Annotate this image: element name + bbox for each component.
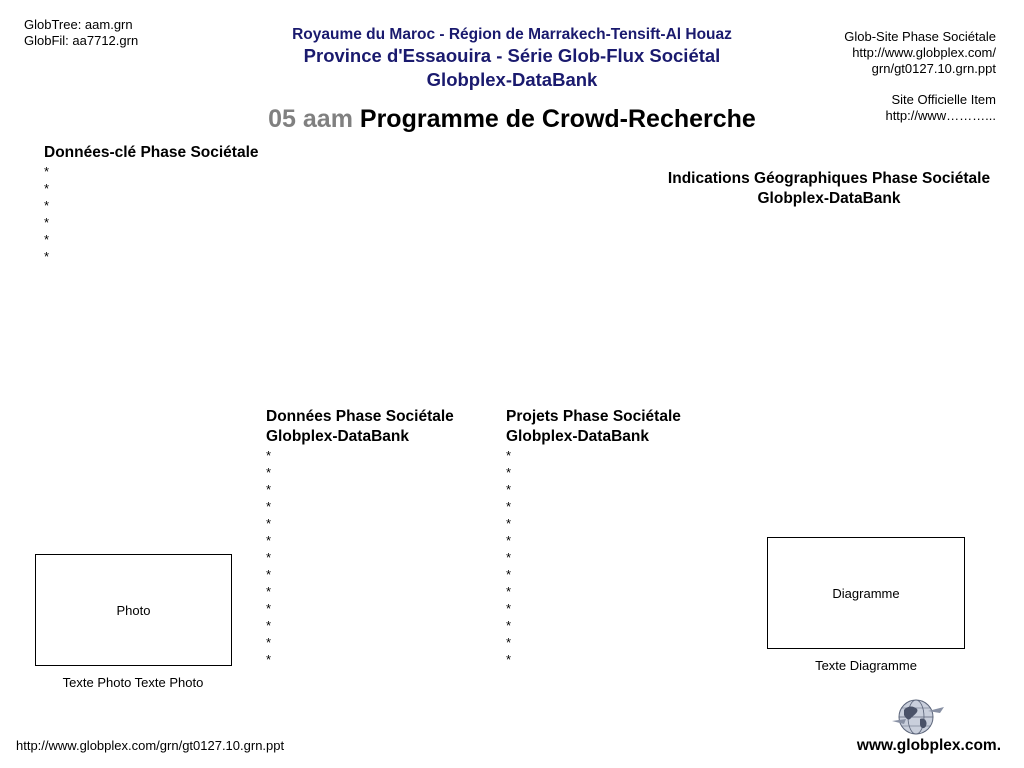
bullet-item: * [266,482,272,497]
bullet-item: * [44,249,50,264]
bullet-item: * [44,181,50,196]
geo-section [630,169,1024,209]
geo-heading: Indications Géographiques Phase Sociétale [667,170,991,187]
bullet-item: * [506,499,512,514]
projects-column [506,407,681,668]
diagram-caption: Texte Diagramme [815,658,917,673]
projects-column-heading: Projets Phase Sociétale [506,408,681,425]
diagram-placeholder [767,537,965,649]
projects-column-subheading: Globplex-DataBank [506,428,649,445]
bullet-item: * [266,448,272,463]
bullet-item: * [266,533,272,548]
bullet-item: * [266,584,272,599]
bullet-item: * [44,232,50,247]
globe-logo-icon [890,697,946,737]
header [220,26,804,92]
bullet-item: * [266,652,272,667]
bullet-item: * [266,499,272,514]
key-data-heading: Données-clé Phase Sociétale [44,144,259,161]
bullet-item: * [506,516,512,531]
top-right-info [736,29,996,124]
bullet-item: * [44,164,50,179]
bullet-item: * [266,465,272,480]
bullet-item: * [266,516,272,531]
key-data-section [44,143,259,265]
key-data-list [44,163,259,265]
data-column [266,407,454,668]
bullet-item: * [266,618,272,633]
title-text: Programme de Crowd-Recherche [359,105,756,133]
diagram-label: Diagramme [832,585,900,601]
bullet-item: * [506,465,512,480]
bullet-item: * [506,601,512,616]
projects-column-list [506,447,681,668]
bullet-item: * [506,448,512,463]
globsite-url-1[interactable]: http://www.globplex.com/ [852,45,996,60]
bullet-item: * [506,482,512,497]
bullet-item: * [266,550,272,565]
bullet-item: * [506,618,512,633]
data-column-subheading: Globplex-DataBank [266,428,409,445]
bullet-item: * [506,550,512,565]
bullet-item: * [506,567,512,582]
globsite-url-2[interactable]: grn/gt0127.10.grn.ppt [871,61,996,76]
globfil-label: GlobFil: aa7712.grn [24,33,139,48]
bullet-item: * [44,215,50,230]
bullet-item: * [266,635,272,650]
geo-subheading: Globplex-DataBank [757,190,901,207]
footer-site[interactable]: www.globplex.com. [856,737,1001,754]
title-code: 05 aam [268,105,353,133]
bullet-item: * [266,601,272,616]
bullet-item: * [506,533,512,548]
photo-placeholder [35,554,232,666]
header-line-2: Province d'Essaouira - Série Glob-Flux Sociétal [303,45,721,66]
globsite-label: Glob-Site Phase Sociétale [844,29,996,44]
top-left-info [24,17,138,49]
header-line-1: Royaume du Maroc - Région de Marrakech-Tensift-Al Houaz [292,26,732,43]
bullet-item: * [506,652,512,667]
header-line-3: Globplex-DataBank [426,69,598,90]
bullet-item: * [266,567,272,582]
globtree-label: GlobTree: aam.grn [24,17,133,32]
official-site-label: Site Officielle Item [891,92,996,107]
footer-url[interactable]: http://www.globplex.com/grn/gt0127.10.grn.ppt [16,738,285,753]
official-site-url[interactable]: http://www………... [885,108,996,123]
bullet-item: * [506,635,512,650]
data-column-heading: Données Phase Sociétale [266,408,454,425]
bullet-item: * [506,584,512,599]
bullet-item: * [44,198,50,213]
data-column-list [266,447,454,668]
photo-label: Photo [116,602,151,618]
photo-caption: Texte Photo Texte Photo [62,675,204,690]
